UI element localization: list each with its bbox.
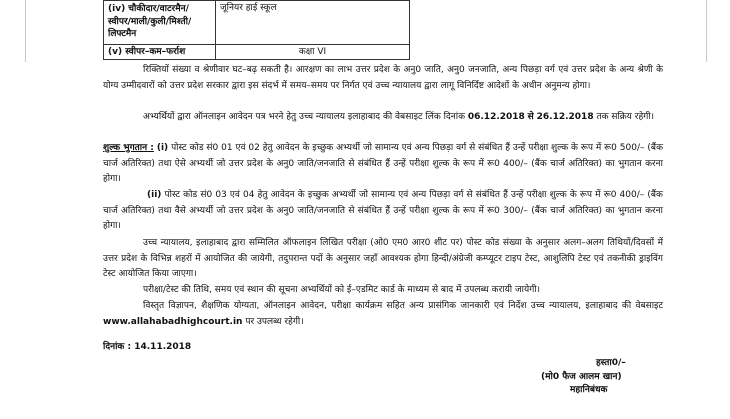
paragraph-text: परीक्षा/टेस्ट की तिथि, समय एवं स्थान की सूचना अभ्यर्थियों को ई–एडमिट कार्ड के माध्यम से बाद में उपलब्ध करायी जायेगी।: [143, 285, 541, 295]
date-value: 14.11.2018: [134, 342, 192, 352]
table-row: [104, 44, 410, 60]
paragraph-text: विस्तृत विज्ञापन, शैक्षणिक योग्यता, ऑनलाइन आवेदन, परीक्षा कार्यक्रम सहित अन्य प्रासंगिक जानकारी एवं निर्देश उच्च न्यायालय, इलाहाबाद की वेबसाइट: [143, 301, 663, 311]
left-margin-line: [25, 0, 26, 62]
connector-text: से: [527, 112, 534, 122]
issue-date: [103, 339, 191, 352]
fee-item-number: (i): [156, 143, 169, 153]
paragraph-text: पोस्ट कोड सं0 03 एवं 04 हेतु आवेदन के इच्छुक अभ्यर्थी जो सामान्य एवं अन्य पिछड़ा वर्ग से संबंधित हैं उन्हें परीक्षा शुल्क के रूप में रू0 400/– (बैंक चार्ज अतिरिक्त) तथा वैसे अभ्यर्थी जो उत्तर प्रदेश के अनु0 जाति/जनजाति से संबंधित हैं उन्हें परीक्षा शुल्क के रूप में रू0 300/– (बैंक चार्ज अतिरिक्त) का भुगतान करना होगा।: [103, 190, 663, 231]
date-label: दिनांक :: [103, 342, 132, 352]
website-link[interactable]: www.allahabadhighcourt.in: [103, 316, 243, 327]
paragraph-admit-card: [103, 283, 663, 299]
paragraph-text: तक सक्रिय रहेगी।: [596, 112, 655, 122]
signatory-name: (मो0 फैज आलम खान): [541, 372, 622, 382]
paragraph-reservation: [103, 63, 663, 94]
table-row: [104, 1, 410, 45]
paragraph-text: पोस्ट कोड सं0 01 एवं 02 हेतु आवेदन के इच्छुक अभ्यर्थी जो सामान्य एवं अन्य पिछड़ा वर्ग से संबंधित हैं उन्हें परीक्षा शुल्क के रूप में रू0 500/– (बैंक चार्ज अतिरिक्त) तथा ऐसे अभ्यर्थी जो उत्तर प्रदेश के अनु0 जाति/जनजाति से संबंधित हैं उन्हें परीक्षा शुल्क के रूप में रू0 400/– (बैंक चार्ज अतिरिक्त) का भुगतान करना होगा।: [103, 143, 663, 184]
paragraph-fee-ii: [103, 188, 663, 235]
paragraph-written-exam: [103, 236, 663, 283]
paragraph-text: अभ्यर्थियों द्वारा ऑनलाइन आवेदन पत्र भरने हेतु उच्च न्यायालय इलाहाबाद की वेबसाइट लिंक दिनांक: [143, 112, 465, 122]
table-cell-qualification: जूनियर हाई स्कूल: [216, 1, 410, 45]
paragraph-text: रिक्तियों संख्या व श्रेणीवार घट–बढ़ सकती है। आरक्षण का लाभ उत्तर प्रदेश के अनु0 जाति, अनु0 जनजाति, अन्य पिछड़ा वर्ग एवं उत्तर प्रदेश के अन्य श्रेणी के योग्य उम्मीदवारों को उत्तर प्रदेश सरकार द्वारा इस संदर्भ में समय–समय पर निर्गत एवं उच्च न्यायालय द्वारा लागू विनिर्दिष्ट आदेशों के अधीन अनुमन्य होगा।: [103, 65, 663, 91]
fee-heading: शुल्क भुगतान :: [103, 143, 154, 153]
paragraph-website: [103, 299, 663, 330]
table-cell-qualification: कक्षा VI: [216, 44, 410, 60]
paragraph-text: उच्च न्यायालय, इलाहाबाद द्वारा सम्मिलित ऑफलाइन लिखित परीक्षा (ओ0 एम0 आर0 शीट पर) पोस्ट कोड संख्या के अनुसार अलग–अलग तिथियों/दिवसों में उत्तर प्रदेश के विभिन्न शहरों में आयोजित की जायेगी, तदुपरान्त पदों के अनुसार जहाँ आवश्यक होगा हिन्दी/अंग्रेजी कम्प्यूटर टाइप टेस्ट, आशुलिपि टेस्ट एवं तकनीकी ड्राइविंग टेस्ट आयोजित किया जाएगा।: [103, 238, 663, 279]
category-text: (iv) चौकीदार/वाटरमैन/स्वीपर/माली/कुली/मिश्ती/लिफ्टमैन: [108, 4, 192, 39]
table-cell-category: (v) स्वीपर–कम–फर्राश: [104, 44, 216, 60]
signed-mark: हस्ता0/–: [596, 358, 626, 368]
end-date: 26.12.2018: [536, 112, 594, 122]
right-margin-line: [706, 0, 707, 62]
fee-item-number: (ii): [147, 190, 162, 200]
start-date: 06.12.2018: [467, 112, 525, 122]
paragraph-fee-i: [103, 141, 663, 188]
table-cell-category: [104, 1, 216, 45]
paragraph-online-dates: [103, 110, 663, 126]
eligibility-table: [103, 0, 410, 60]
paragraph-text: पर उपलब्ध रहेगी।: [245, 316, 304, 327]
signatory-designation: महानिबंधक: [570, 385, 608, 395]
